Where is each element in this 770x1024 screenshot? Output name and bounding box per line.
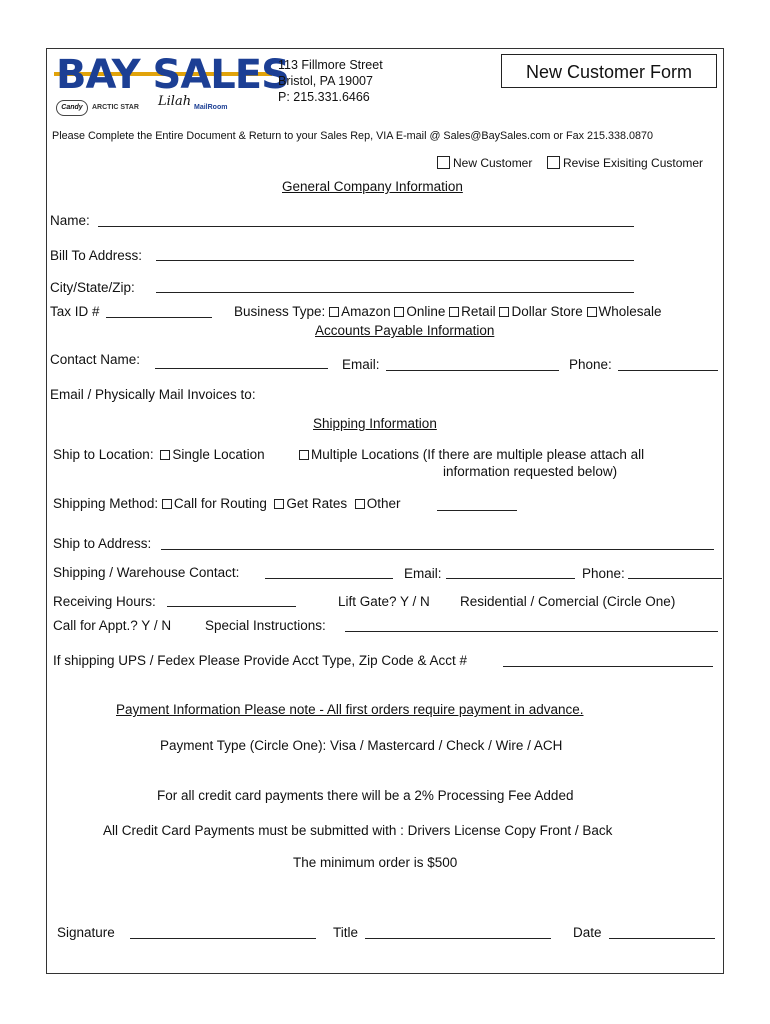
form-title-box xyxy=(501,54,717,88)
shipping-heading: Shipping Information xyxy=(313,416,437,431)
checkbox-icon[interactable] xyxy=(274,499,284,509)
checkbox-icon[interactable] xyxy=(547,156,560,169)
sub-brand-candy: Candy xyxy=(56,100,88,116)
option-amazon[interactable]: Amazon xyxy=(329,304,391,319)
special-instructions-field[interactable] xyxy=(345,631,718,632)
checkbox-icon[interactable] xyxy=(449,307,459,317)
logo-wordmark: BAY SALES xyxy=(56,52,289,98)
invoices-label: Email / Physically Mail Invoices to: xyxy=(50,387,256,402)
ship-location-label: Ship to Location: xyxy=(53,447,154,462)
ap-phone-label: Phone: xyxy=(569,357,612,372)
business-type xyxy=(234,304,662,319)
option-other[interactable]: Other xyxy=(355,496,401,511)
title-label: Title xyxy=(333,925,359,940)
shipping-method-label: Shipping Method: xyxy=(53,496,159,511)
multiple-locations-note: information requested below) xyxy=(443,464,618,479)
title-field[interactable] xyxy=(365,938,551,939)
checkbox-icon[interactable] xyxy=(299,450,309,460)
payment-heading: Payment Information Please note - All first orders require payment in advance. xyxy=(116,702,584,717)
contact-name-field[interactable] xyxy=(155,368,328,369)
option-online[interactable]: Online xyxy=(394,304,445,319)
warehouse-contact-field[interactable] xyxy=(265,578,393,579)
checkbox-icon[interactable] xyxy=(394,307,404,317)
contact-name-label: Contact Name: xyxy=(50,352,141,367)
city-label: City/State/Zip: xyxy=(50,280,135,295)
form-title: New Customer Form xyxy=(525,62,693,82)
sub-brand-lilah: Lilah xyxy=(158,94,192,109)
checkbox-revise-customer[interactable] xyxy=(547,156,703,170)
business-type-label: Business Type: xyxy=(234,304,326,319)
bay-sales-logo xyxy=(54,52,289,120)
accounts-heading: Accounts Payable Information xyxy=(315,323,495,338)
ship-phone-label: Phone: xyxy=(582,566,625,581)
option-multiple-locations[interactable]: Multiple Locations (If there are multiple please attach all xyxy=(299,447,644,462)
option-get-rates[interactable]: Get Rates xyxy=(274,496,347,511)
payment-type[interactable]: Payment Type (Circle One): Visa / Mastercard / Check / Wire / ACH xyxy=(160,738,563,753)
receiving-hours-label: Receiving Hours: xyxy=(53,594,156,609)
license-note: All Credit Card Payments must be submitted with : Drivers License Copy Front / Back xyxy=(103,823,613,838)
shipping-method xyxy=(53,496,400,511)
processing-fee-note: For all credit card payments there will be a 2% Processing Fee Added xyxy=(157,788,574,803)
bill-to-label: Bill To Address: xyxy=(50,248,143,263)
option-wholesale[interactable]: Wholesale xyxy=(587,304,662,319)
ups-fedex-field[interactable] xyxy=(503,666,713,667)
checkbox-new-customer[interactable] xyxy=(437,156,532,170)
address-line-1: 113 Fillmore Street xyxy=(278,58,383,72)
general-heading: General Company Information xyxy=(282,179,463,194)
name-label: Name: xyxy=(50,213,90,228)
minimum-order-note: The minimum order is $500 xyxy=(293,855,458,870)
special-instructions-label: Special Instructions: xyxy=(205,618,326,633)
name-field[interactable] xyxy=(98,226,634,227)
signature-field[interactable] xyxy=(130,938,316,939)
checkbox-icon[interactable] xyxy=(499,307,509,317)
ship-location xyxy=(53,447,265,462)
ship-phone-field[interactable] xyxy=(628,578,722,579)
sub-brand-arctic-star: ARCTIC STAR xyxy=(92,104,139,111)
bill-to-field[interactable] xyxy=(156,260,634,261)
revise-customer-label: Revise Exisiting Customer xyxy=(563,156,704,170)
ship-address-field[interactable] xyxy=(161,549,714,550)
sub-brand-mailroom: MailRoom xyxy=(194,104,228,111)
new-customer-label: New Customer xyxy=(453,156,533,170)
signature-label: Signature xyxy=(57,925,115,940)
receiving-hours-field[interactable] xyxy=(167,606,296,607)
option-dollar-store[interactable]: Dollar Store xyxy=(499,304,582,319)
option-single-location[interactable]: Single Location xyxy=(160,447,264,462)
ship-email-label: Email: xyxy=(404,566,442,581)
address-line-2: Bristol, PA 19007 xyxy=(278,74,373,88)
checkbox-icon[interactable] xyxy=(162,499,172,509)
ap-email-label: Email: xyxy=(342,357,380,372)
company-phone: P: 215.331.6466 xyxy=(278,90,370,104)
tax-id-field[interactable] xyxy=(106,317,212,318)
checkbox-icon[interactable] xyxy=(355,499,365,509)
residential-commercial[interactable]: Residential / Comercial (Circle One) xyxy=(460,594,676,609)
call-appt[interactable]: Call for Appt.? Y / N xyxy=(53,618,172,633)
tax-id-label: Tax ID # xyxy=(50,304,100,319)
other-method-field[interactable] xyxy=(437,510,517,511)
ship-address-label: Ship to Address: xyxy=(53,536,152,551)
ap-phone-field[interactable] xyxy=(618,370,718,371)
lift-gate[interactable]: Lift Gate? Y / N xyxy=(338,594,430,609)
option-call-for-routing[interactable]: Call for Routing xyxy=(162,496,267,511)
city-field[interactable] xyxy=(156,292,634,293)
ups-fedex-label: If shipping UPS / Fedex Please Provide Acct Type, Zip Code & Acct # xyxy=(53,653,467,668)
instructions: Please Complete the Entire Document & Return to your Sales Rep, VIA E-mail @ Sales@BaySales.com or Fax 215.338.0870 xyxy=(52,130,654,142)
checkbox-icon[interactable] xyxy=(437,156,450,169)
date-label: Date xyxy=(573,925,602,940)
ap-email-field[interactable] xyxy=(386,370,559,371)
checkbox-icon[interactable] xyxy=(329,307,339,317)
option-retail[interactable]: Retail xyxy=(449,304,496,319)
checkbox-icon[interactable] xyxy=(587,307,597,317)
checkbox-icon[interactable] xyxy=(160,450,170,460)
ship-email-field[interactable] xyxy=(446,578,575,579)
warehouse-contact-label: Shipping / Warehouse Contact: xyxy=(53,565,240,580)
date-field[interactable] xyxy=(609,938,715,939)
